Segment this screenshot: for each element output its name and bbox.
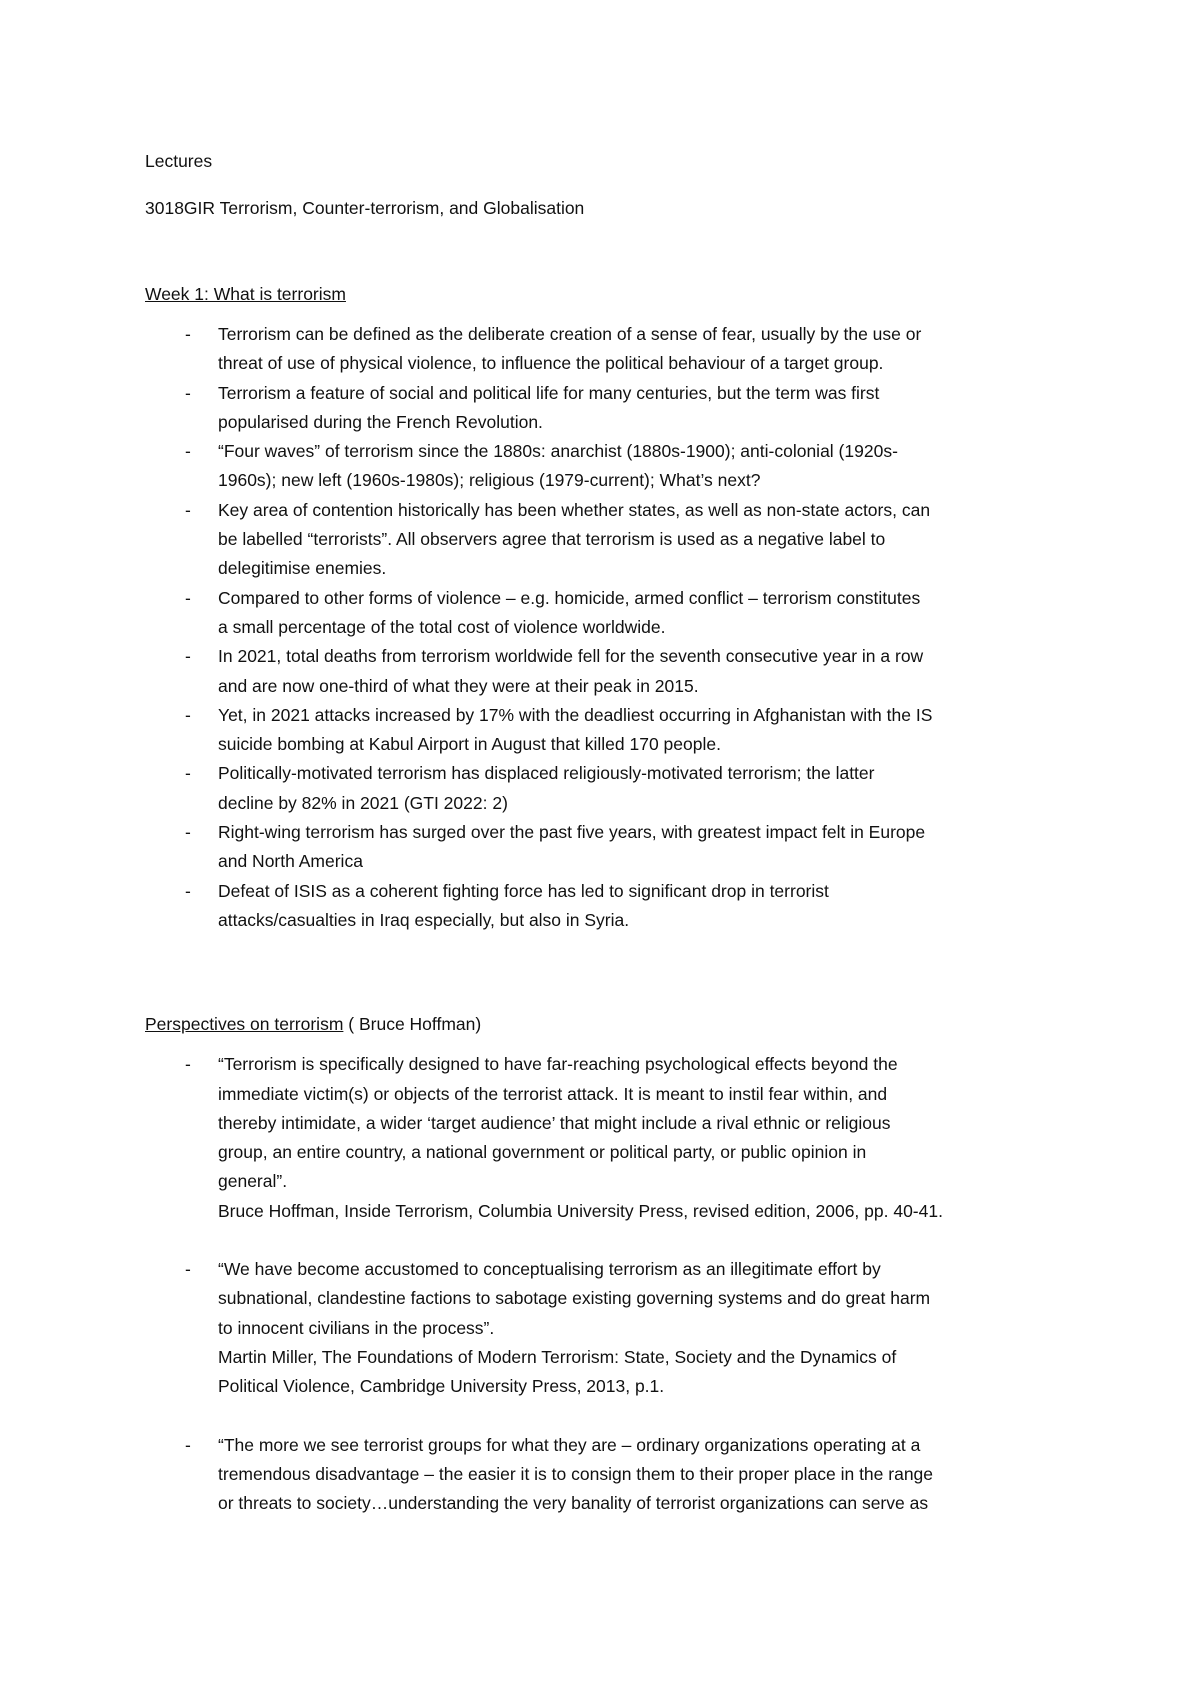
text-line: suicide bombing at Kabul Airport in August that killed 170 people.	[218, 734, 721, 755]
week1-bullet-item	[145, 320, 1065, 379]
bullet-dash: -	[185, 587, 191, 608]
week1-bullet-item	[145, 701, 1065, 760]
week1-bullet-item	[145, 496, 1065, 584]
text-line: tremendous disadvantage – the easier it is to consign them to their proper place in the range	[218, 1463, 934, 1484]
week1-bullet-item	[145, 437, 1065, 496]
week1-bullet-item	[145, 584, 1065, 643]
bullet-dash: -	[185, 1054, 191, 1075]
text-line: Compared to other forms of violence – e.g. homicide, armed conflict – terrorism constitutes	[218, 587, 921, 608]
text-line: thereby intimidate, a wider ‘target audience’ that might include a rival ethnic or religious	[218, 1112, 891, 1133]
perspectives-heading	[145, 1010, 1065, 1039]
text-line: to innocent civilians in the process”.	[218, 1317, 495, 1338]
text-line: attacks/casualties in Iraq especially, but also in Syria.	[218, 909, 630, 930]
week1-bullet-item	[145, 818, 1065, 877]
text-line: “Terrorism is specifically designed to have far-reaching psychological effects beyond the	[218, 1054, 898, 1075]
text-line: delegitimise enemies.	[218, 558, 387, 579]
text-line: Martin Miller, The Foundations of Modern Terrorism: State, Society and the Dynamics of	[218, 1346, 897, 1367]
perspective-quote-item	[145, 1431, 1065, 1519]
text-line: Right-wing terrorism has surged over the past five years, with greatest impact felt in Europe	[218, 822, 926, 843]
bullet-dash: -	[185, 441, 191, 462]
text-line: Political Violence, Cambridge University Press, 2013, p.1.	[218, 1376, 665, 1397]
text-line: “Four waves” of terrorism since the 1880s: anarchist (1880s-1900); anti-colonial (1920s-	[218, 441, 898, 462]
bullet-dash: -	[185, 704, 191, 725]
text-line: subnational, clandestine factions to sabotage existing governing systems and do great harm	[218, 1288, 931, 1309]
week1-heading: Week 1: What is terrorism	[145, 284, 346, 304]
text-line: popularised during the French Revolution.	[218, 411, 543, 432]
text-line: group, an entire country, a national government or political party, or public opinion in	[218, 1142, 867, 1163]
perspective-quote-item	[145, 1050, 1065, 1226]
text-line: a small percentage of the total cost of violence worldwide.	[218, 616, 666, 637]
text-line: Defeat of ISIS as a coherent fighting force has led to significant drop in terrorist	[218, 880, 829, 901]
text-line: Terrorism can be defined as the deliberate creation of a sense of fear, usually by the use or	[218, 324, 922, 344]
bullet-dash: -	[185, 382, 191, 403]
perspectives-quote-list	[145, 1050, 1065, 1518]
text-line: Politically-motivated terrorism has displaced religiously-motivated terrorism; the latter	[218, 763, 875, 784]
bullet-dash: -	[185, 324, 191, 344]
text-line: immediate victim(s) or objects of the terrorist attack. It is meant to instil fear within, and	[218, 1083, 888, 1104]
text-line: Key area of contention historically has been whether states, as well as non-state actors, can	[218, 499, 931, 520]
text-line: Terrorism a feature of social and political life for many centuries, but the term was first	[218, 382, 880, 403]
week1-bullet-list	[145, 320, 1065, 935]
text-line: and are now one-third of what they were at their peak in 2015.	[218, 675, 699, 696]
bullet-dash: -	[185, 1434, 191, 1455]
text-line: In 2021, total deaths from terrorism worldwide fell for the seventh consecutive year in a row	[218, 646, 924, 667]
week1-bullet-item	[145, 379, 1065, 438]
perspective-quote-item	[145, 1255, 1065, 1401]
text-line: “The more we see terrorist groups for what they are – ordinary organizations operating at a	[218, 1434, 921, 1455]
bullet-dash: -	[185, 646, 191, 667]
text-line: “We have become accustomed to conceptualising terrorism as an illegitimate effort by	[218, 1259, 881, 1280]
text-line: Yet, in 2021 attacks increased by 17% with the deadliest occurring in Afghanistan with the IS	[218, 704, 933, 725]
perspectives-heading-suffix: ( Bruce Hoffman)	[343, 1014, 482, 1035]
bullet-dash: -	[185, 1259, 191, 1280]
text-line: threat of use of physical violence, to influence the political behaviour of a target group.	[218, 353, 884, 374]
text-line: general”.	[218, 1171, 288, 1192]
week1-bullet-item	[145, 759, 1065, 818]
course-title: 3018GIR Terrorism, Counter-terrorism, and Globalisation	[145, 198, 585, 218]
bullet-dash: -	[185, 880, 191, 901]
bullet-dash: -	[185, 499, 191, 520]
text-line: and North America	[218, 851, 363, 872]
text-line: or threats to society…understanding the very banality of terrorist organizations can serve as	[218, 1493, 929, 1514]
bullet-dash: -	[185, 822, 191, 843]
text-line: 1960s); new left (1960s-1980s); religious (1979-current); What’s next?	[218, 470, 761, 491]
week1-bullet-item	[145, 642, 1065, 701]
text-line: decline by 82% in 2021 (GTI 2022: 2)	[218, 792, 508, 813]
document-body	[145, 147, 1065, 1547]
document-title: Lectures	[145, 151, 213, 171]
perspectives-heading-text: Perspectives on terrorism	[145, 1014, 344, 1035]
text-line: be labelled “terrorists”. All observers agree that terrorism is used as a negative label to	[218, 529, 886, 550]
text-line: Bruce Hoffman, Inside Terrorism, Columbia University Press, revised edition, 2006, pp. 40-41.	[218, 1200, 943, 1221]
bullet-dash: -	[185, 763, 191, 784]
week1-bullet-item	[145, 877, 1065, 936]
